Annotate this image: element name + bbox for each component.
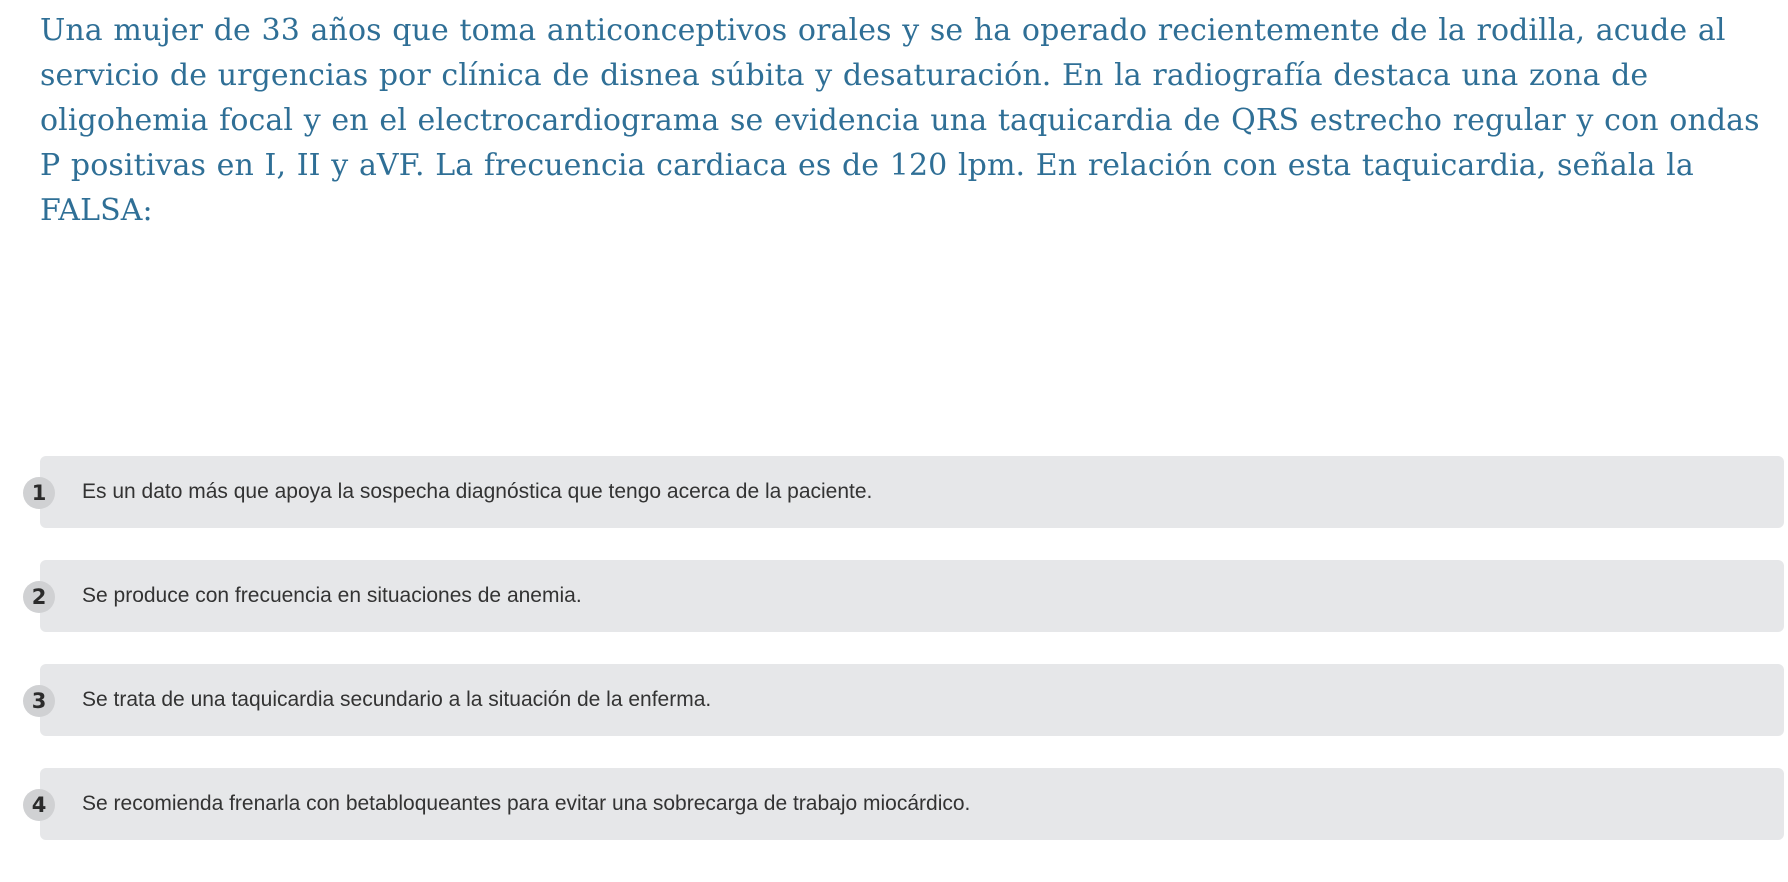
question-text: Una mujer de 33 años que toma anticonceptivos orales y se ha operado recientemente de la rodilla, acude al servicio de urgencias por clínica de disnea súbita y desaturación. En la radiografía destaca una zona de oligohemia focal y en el electrocardiograma se evidencia una taquicardia de QRS estrecho regular y con ondas P positivas en I, II y aVF. La frecuencia cardiaca es de 120 lpm. En relación con esta taquicardia, señala la FALSA: — [40, 13, 1760, 228]
option-number-badge: 1 — [23, 477, 55, 509]
answer-option-3[interactable] — [31, 664, 1784, 736]
option-text: Se recomienda frenarla con betabloqueantes para evitar una sobrecarga de trabajo miocárdico. — [82, 792, 971, 815]
option-text: Se produce con frecuencia en situaciones de anemia. — [82, 584, 582, 607]
option-text: Se trata de una taquicardia secundario a la situación de la enferma. — [82, 688, 712, 711]
answer-option-1[interactable] — [31, 456, 1784, 528]
option-number-badge: 2 — [23, 581, 55, 613]
option-text: Es un dato más que apoya la sospecha diagnóstica que tengo acerca de la paciente. — [82, 480, 873, 503]
answer-options — [31, 456, 1784, 872]
option-number-badge: 3 — [23, 685, 55, 717]
answer-option-4[interactable] — [31, 768, 1784, 840]
option-number-badge: 4 — [23, 789, 55, 821]
answer-option-2[interactable] — [31, 560, 1784, 632]
